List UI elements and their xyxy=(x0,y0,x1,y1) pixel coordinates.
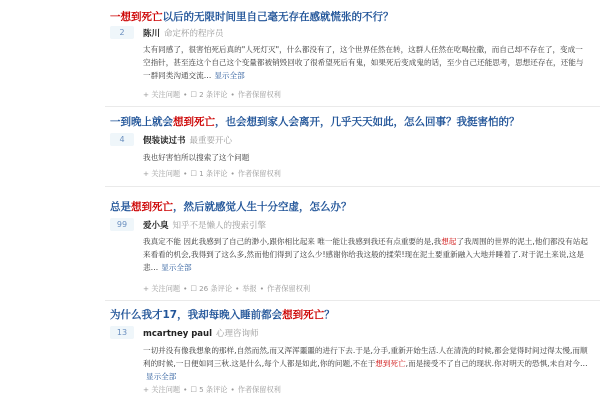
author-info xyxy=(143,134,232,146)
answer-meta: + 关注问题 • ☐ 2 条评论 • 作者保留权利 xyxy=(143,90,281,99)
author-bio: 命定杯的程序员 xyxy=(164,29,224,39)
follow-question-link[interactable]: + 关注问题 xyxy=(143,385,181,394)
report-link[interactable]: 举报 xyxy=(242,284,257,293)
divider xyxy=(105,106,600,107)
summary-text: 我也好害怕所以搜索了这个问题 xyxy=(143,153,250,162)
author-name[interactable]: mcartney paul xyxy=(143,329,212,339)
answer-summary xyxy=(143,344,588,383)
divider xyxy=(105,186,600,187)
title-text: ，也会想到家人会离开，几乎天天如此，怎么回事？我挺害怕的？ xyxy=(215,116,520,128)
author-info xyxy=(143,27,224,39)
rights-text: 作者保留权利 xyxy=(237,169,281,178)
highlight-text: 想到死亡 xyxy=(131,201,173,213)
summary-ellipsis: … xyxy=(203,71,212,80)
rights-text: 作者保留权利 xyxy=(237,385,281,394)
title-text: 一到晚上就会 xyxy=(110,116,173,128)
vote-count[interactable]: 4 xyxy=(110,133,134,146)
vote-count[interactable]: 99 xyxy=(110,218,134,231)
question-title-link[interactable] xyxy=(110,9,394,24)
summary-text: ,而是接受不了自己的现状.你对明天的恐惧,未自对今… xyxy=(405,359,588,368)
highlight-text: 想到死亡 xyxy=(282,309,325,321)
title-text: ，然后就感觉人生十分空虚，怎么办？ xyxy=(173,201,352,213)
comments-link[interactable]: ☐ 5 条评论 xyxy=(190,385,228,394)
title-text: 为什么我才17，我却每晚入睡前都会 xyxy=(110,309,283,321)
author-info xyxy=(143,219,266,231)
highlight-text: 想到死亡 xyxy=(375,359,406,368)
rights-text: 作者保留权利 xyxy=(266,284,311,293)
show-all-link[interactable]: 显示全部 xyxy=(146,372,177,381)
title-text: 总是 xyxy=(110,201,131,213)
author-info xyxy=(143,327,259,339)
summary-text: 我真定不能 因此我感到了自己的渺小,跟你相比起来 唯一能让我感到我还有点重要的是,我 xyxy=(143,237,442,246)
answer-summary xyxy=(143,235,588,274)
author-name[interactable]: 假装读过书 xyxy=(143,136,186,146)
author-bio: 心理咨询师 xyxy=(216,329,259,339)
show-all-link[interactable]: 显示全部 xyxy=(161,263,192,272)
answer-summary xyxy=(143,43,588,82)
author-name[interactable]: 陈川 xyxy=(143,29,161,39)
title-text: ？ xyxy=(324,309,335,321)
highlight-text: 想到死亡 xyxy=(173,116,215,128)
summary-text: 了我周围的世界的泥土,他们都没有站起来看看的机会,我得到了这么多,然而他们得到了这么少!感谢你给我这般的揉荣!现在泥土要重新融入大地并睡着了.对于泥土来说,这是悲… xyxy=(143,237,588,272)
summary-text: 太有同感了，很害怕死后真的"人死灯灭"，什么都没有了，这个世界任然在转，这群人任然在吃喝拉撒，而自己却不存在了，变成一空指针，甚至连这个自己这个变量都被销毁回收了很希望死后有鬼，如果死后变成鬼的话，至少自己还能思考，思想还存在，还能与一群同类沟通交流 xyxy=(143,45,584,80)
answer-meta: + 关注问题 • ☐ 26 条评论 • 举报 • 作者保留权利 xyxy=(143,284,311,293)
rights-text: 作者保留权利 xyxy=(237,90,281,99)
title-text: 以后的无限时间里自己毫无存在感就慌张的不行？ xyxy=(162,11,394,23)
show-all-link[interactable]: 显示全部 xyxy=(214,71,245,80)
follow-question-link[interactable]: + 关注问题 xyxy=(143,90,181,99)
author-bio: 最重要开心 xyxy=(189,136,233,146)
answer-meta: + 关注问题 • ☐ 5 条评论 • 作者保留权利 xyxy=(143,385,281,394)
highlight-text: 一想到死亡 xyxy=(110,11,163,23)
question-title-link[interactable] xyxy=(110,307,335,322)
divider xyxy=(105,300,600,301)
answer-summary xyxy=(143,151,588,164)
comments-link[interactable]: ☐ 26 条评论 xyxy=(190,284,233,293)
author-bio: 知乎不是懒人的搜索引擎 xyxy=(172,221,267,231)
follow-question-link[interactable]: + 关注问题 xyxy=(143,284,181,293)
summary-text: 一切并没有像我想象的那样,自然而然,而又浑浑噩噩的进行下去.于是,分手,重新开始生活.人在清洗的时候,都会觉得时间过得太慢,而顺利的时候,一日便如同三秋.这是什么,每个人都是如此,你的问题,不在于 xyxy=(143,346,588,368)
comments-link[interactable]: ☐ 1 条评论 xyxy=(190,169,228,178)
vote-count[interactable]: 2 xyxy=(110,26,134,39)
follow-question-link[interactable]: + 关注问题 xyxy=(143,169,181,178)
answer-meta: + 关注问题 • ☐ 1 条评论 • 作者保留权利 xyxy=(143,169,281,178)
question-title-link[interactable] xyxy=(110,199,352,214)
highlight-text: 想起 xyxy=(441,237,457,246)
comments-link[interactable]: ☐ 2 条评论 xyxy=(190,90,228,99)
author-name[interactable]: 爱小臭 xyxy=(143,221,169,231)
question-title-link[interactable] xyxy=(110,114,520,129)
vote-count[interactable]: 13 xyxy=(110,326,134,339)
